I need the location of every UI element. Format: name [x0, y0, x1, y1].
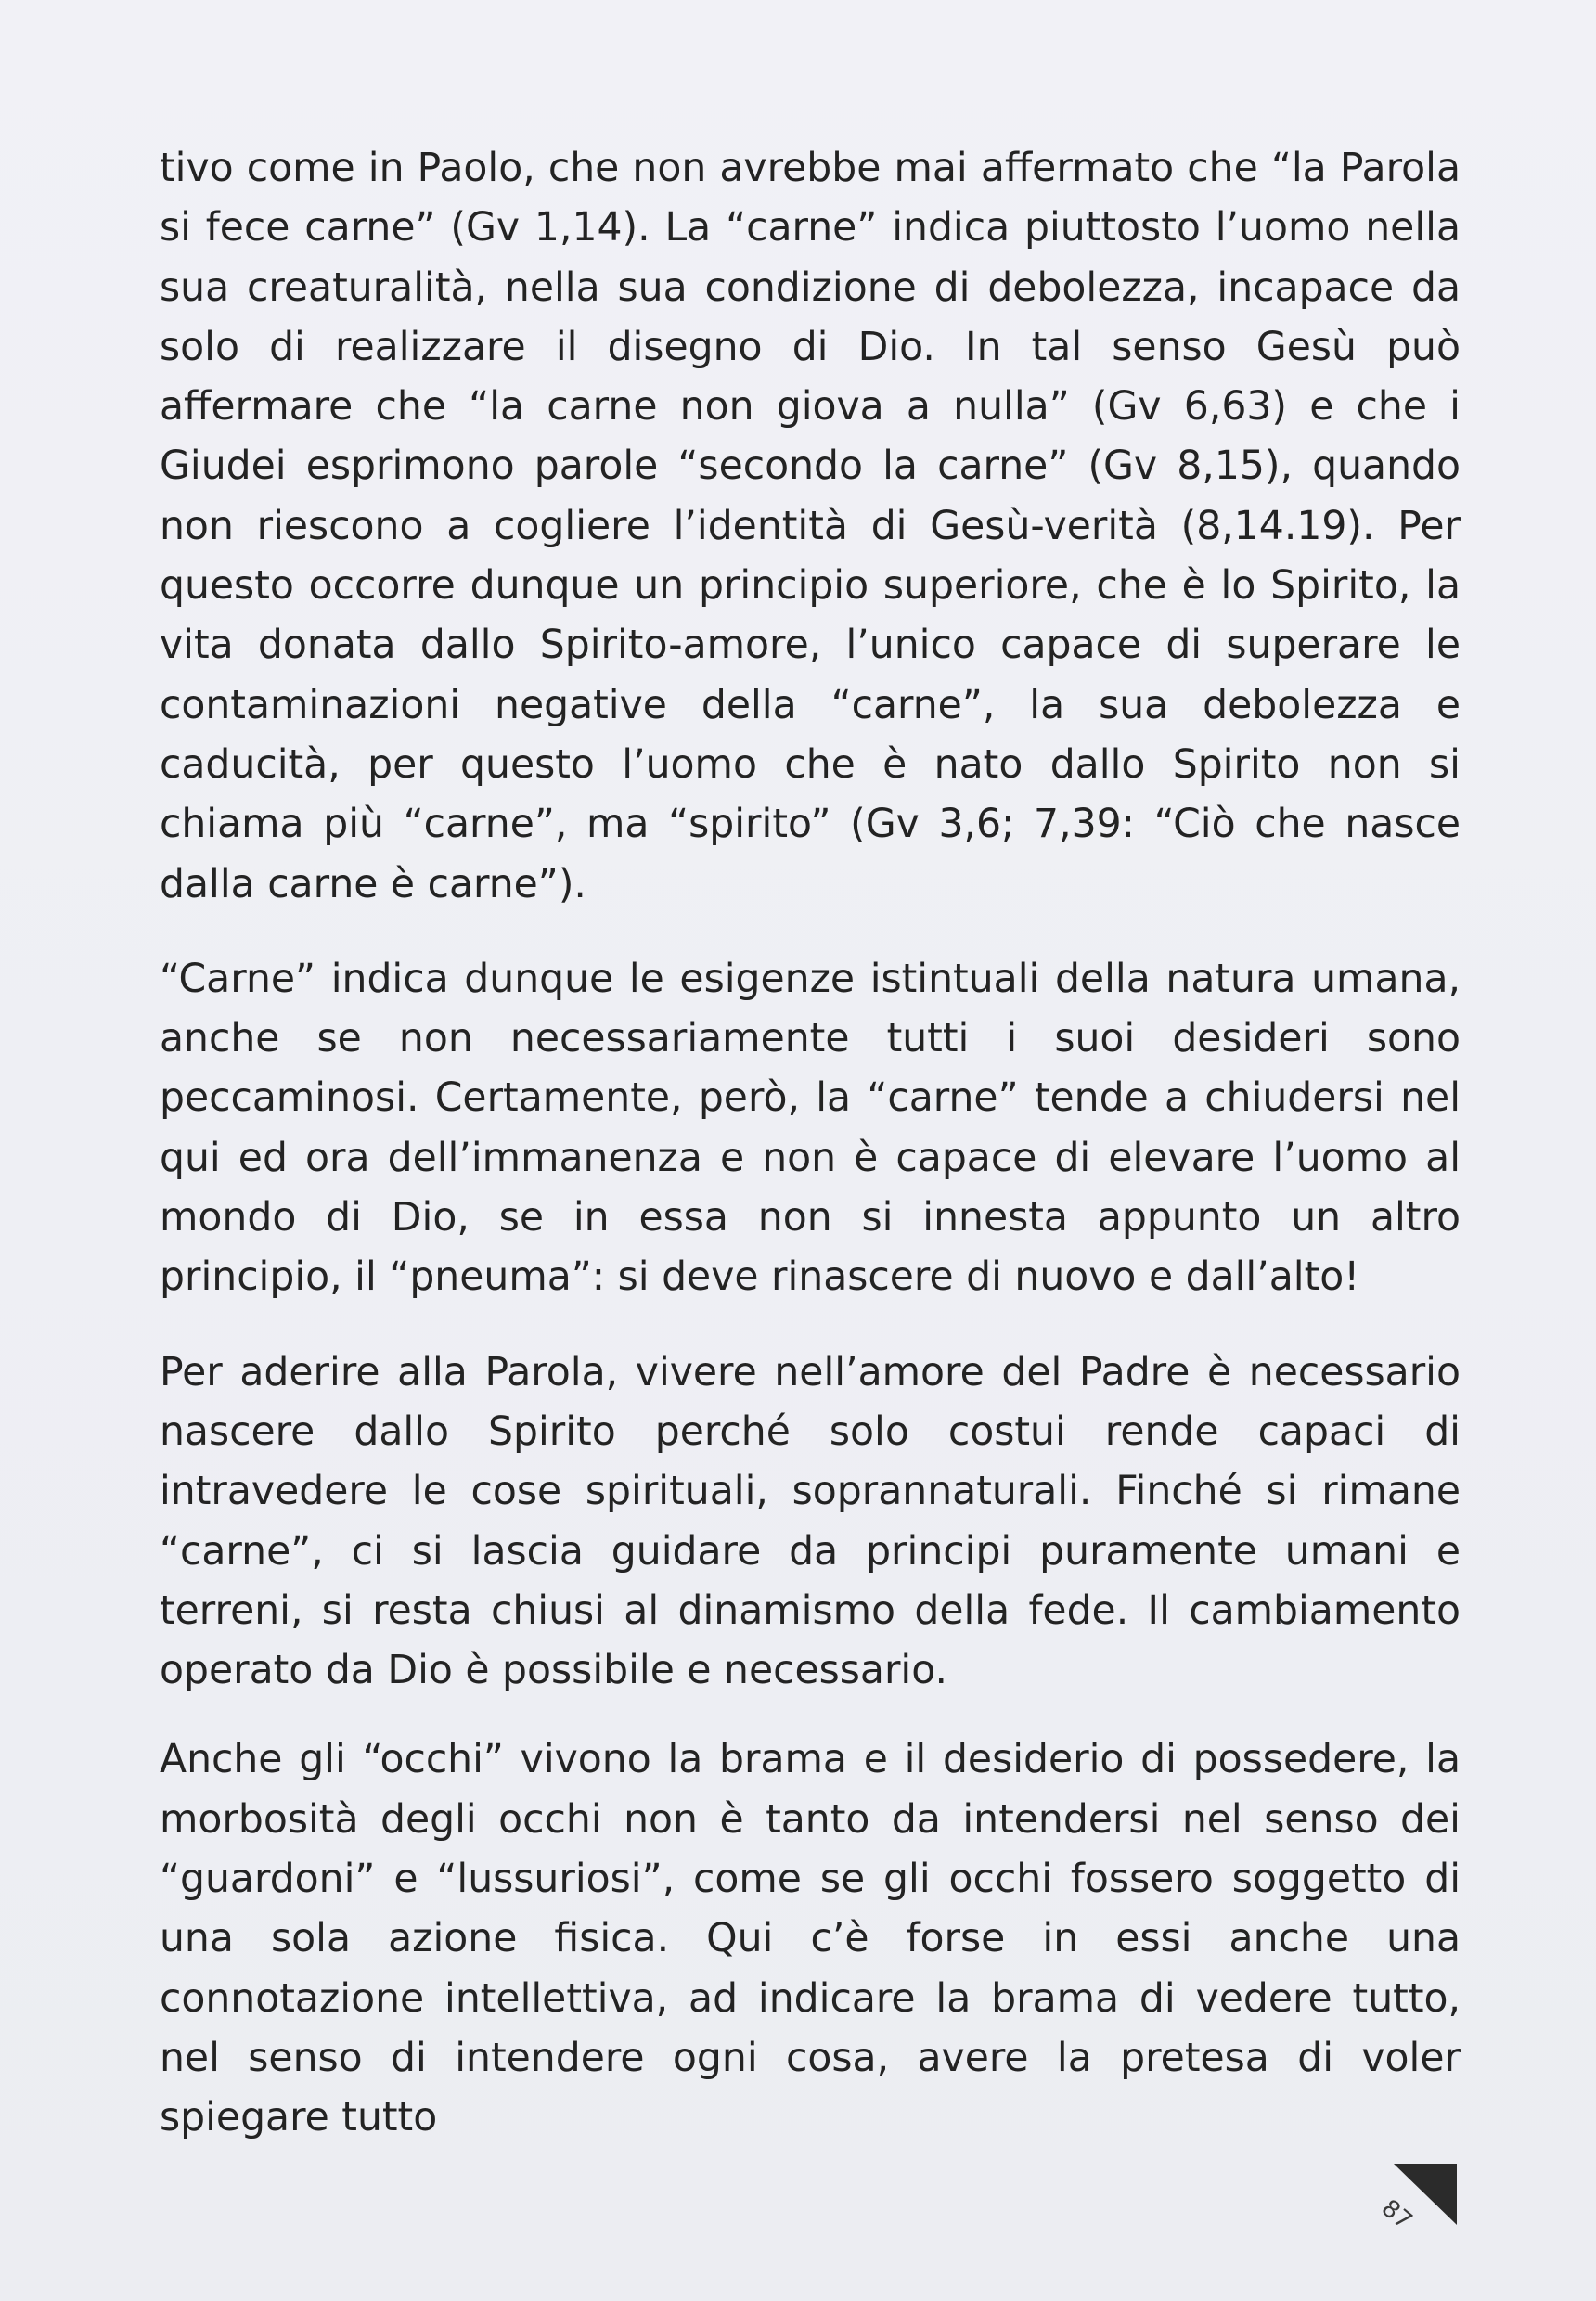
- paragraph-1: tivo come in Paolo, che non avrebbe mai affermato che “la Parola si fece carne” (Gv 1,14). La “carne” indica piuttosto l’uomo nella sua creaturalità, nella sua condizione di debolezza, incapace da solo di realizzare il disegno di Dio. In tal senso Gesù può affermare che “la carne non giova a nulla” (Gv 6,63) e che i Giudei esprimono parole “secondo la carne” (Gv 8,15), quando non riescono a cogliere l’identità di Gesù-verità (8,14.19). Per questo occorre dunque un principio superiore, che è lo Spirito, la vita donata dallo Spirito-amore, l’unico capace di superare le contaminazioni negative della “carne”, la sua debolezza e caducità, per questo l’uomo che è nato dallo Spirito non si chiama più “carne”, ma “spirito” (Gv 3,6; 7,39: “Ciò che nasce dalla carne è carne”).: [160, 146, 1461, 907]
- paragraph-4: Anche gli “occhi” vivono la brama e il desiderio di possedere, la morbosità degli occhi non è tanto da intendersi nel senso dei “guardoni” e “lussuriosi”, come se gli occhi fossero soggetto di una sola azione fisica. Qui c’è forse in essi anche una connotazione intellettiva, ad indicare la brama di vedere tutto, nel senso di intendere ogni cosa, avere la pretesa di voler spiegare tutto: [160, 1737, 1461, 2141]
- page-number: 87: [1375, 2194, 1418, 2236]
- paragraph-2: “Carne” indica dunque le esigenze istintuali della natura umana, anche se non necessariamente tutti i suoi desideri sono peccaminosi. Certamente, però, la “carne” tende a chiudersi nel qui ed ora dell’immanenza e non è capace di elevare l’uomo al mondo di Dio, se in essa non si innesta appunto un altro principio, il “pneuma”: si deve rinascere di nuovo e dall’alto!: [160, 956, 1461, 1301]
- body-text: [160, 139, 1461, 2149]
- paragraph-3: Per aderire alla Parola, vivere nell’amore del Padre è necessario nascere dallo Spirito perché solo costui rende capaci di intravedere le cose spirituali, soprannaturali. Finché si rimane “carne”, ci si lascia guidare da principi puramente umani e terreni, si resta chiusi al dinamismo della fede. Il cambiamento operato da Dio è possibile e necessario.: [160, 1349, 1461, 1694]
